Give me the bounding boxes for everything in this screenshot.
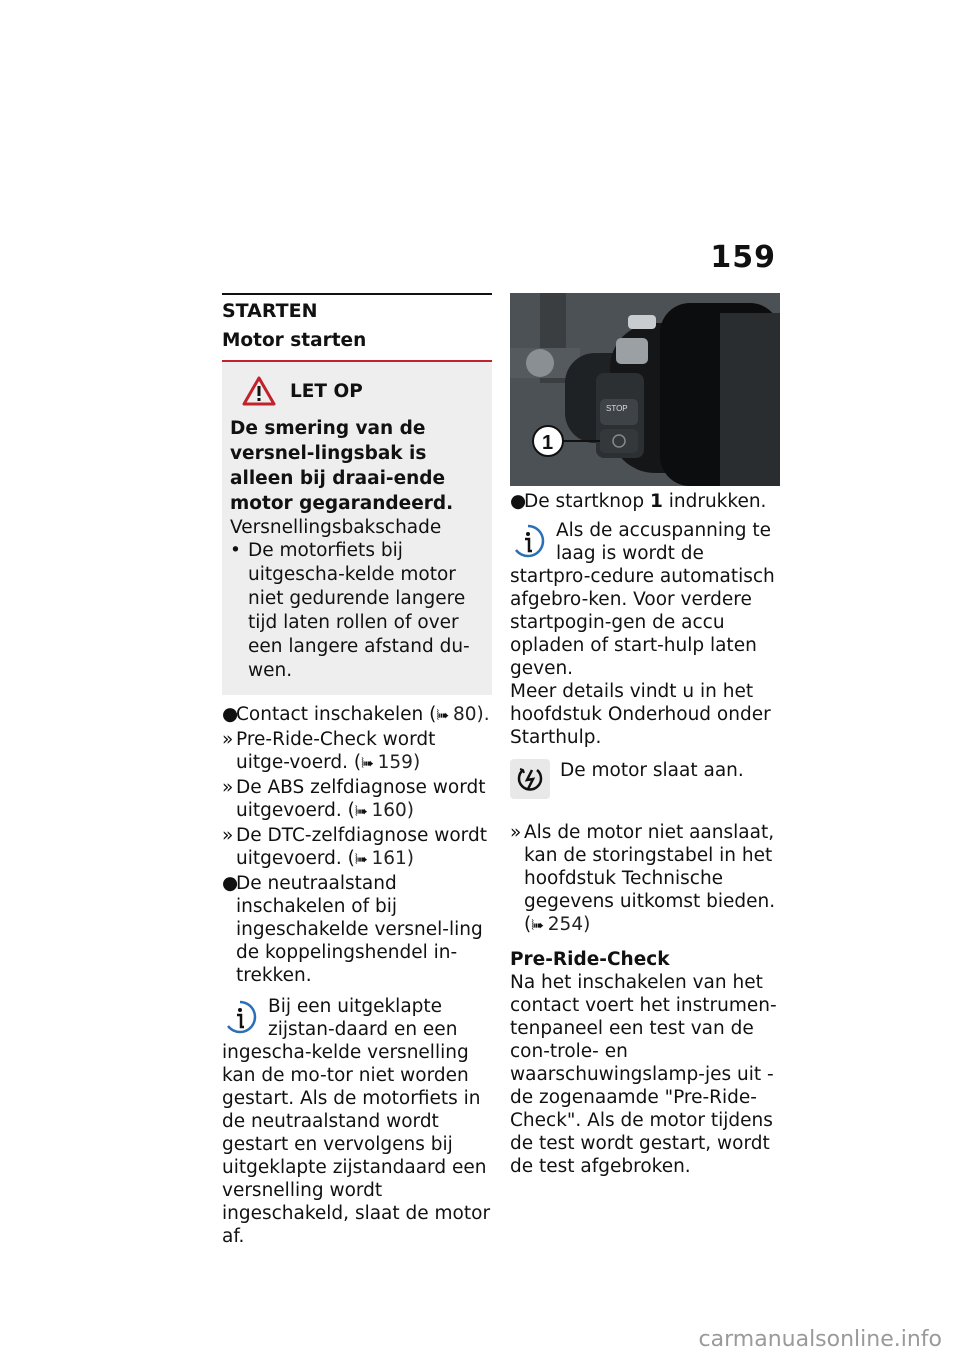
- handlebar-illustration: [510, 293, 780, 486]
- engine-runs-text: De motor slaat aan.: [560, 760, 744, 781]
- page-ref-arrow-icon: ⦚➠: [361, 756, 372, 772]
- page-ref-arrow-icon: ⦚➠: [354, 852, 366, 868]
- info-more-text: Meer details vindt u in het hoofdstuk Onderhoud onder Starthulp.: [510, 681, 771, 748]
- watermark: carmanualsonline.info: [698, 1327, 942, 1352]
- step-text: Pre-Ride-Check wordt uitge-voerd. (: [236, 729, 436, 773]
- list-item: [222, 728, 492, 776]
- page-ref-arrow-icon: ⦚➠: [531, 918, 542, 934]
- page-ref-arrow-icon: ⦚➠: [354, 804, 366, 820]
- step-text: Contact inschakelen (: [236, 704, 437, 725]
- step-text-end: indrukken.: [662, 491, 767, 512]
- warning-label: LET OP: [290, 380, 363, 402]
- page-ref[interactable]: 160): [371, 800, 414, 821]
- info-icon: [510, 523, 546, 559]
- warning-icon: [242, 376, 276, 406]
- step-marker: »: [222, 825, 234, 846]
- info-text: Bij een uitgeklapte zijstan-daard en een ingescha-kelde versnelling kan de mo-tor niet worden gestart. Als de motorfiets in de neutraalstand wordt gestart en vervolgens bij uitgeklapte zijstandaard een versnelling wordt ingeschakeld, slaat de motor af.: [222, 996, 491, 1247]
- left-column: [222, 293, 492, 1248]
- page-ref[interactable]: 254): [547, 914, 591, 935]
- step-text: De neutraalstand inschakelen of bij ingeschakelde versnel-ling de koppelingshendel in-trekken.: [236, 873, 483, 986]
- step-text: De DTC-zelfdiagnose wordt uitgevoerd. (: [236, 825, 487, 869]
- engine-start-icon: [515, 764, 545, 794]
- steps-list: [222, 703, 492, 987]
- engine-start-icon-box: [510, 759, 550, 799]
- info-note: [510, 519, 780, 680]
- photo-callout-1: 1: [542, 432, 554, 454]
- page-ref-arrow-icon: ⦚➠: [436, 708, 448, 724]
- step-marker: »: [222, 777, 234, 798]
- section-title: STARTEN: [222, 293, 492, 323]
- page-ref[interactable]: 161): [371, 848, 414, 869]
- pre-ride-check-text: Na het inschakelen van het contact voert het instrumen-tenpaneel een test van de con-trole- en waarschuwingslamp-jes uit - de zogenaamde "Pre-Ride-Check". Als de motor tijdens de test wordt gestart, wordt de test afgebroken.: [510, 972, 777, 1177]
- list-item: [222, 776, 492, 824]
- fail-text: Als de motor niet aanslaat, kan de storingstabel in het hoofdstuk Technische gegevens uitkomst bieden. (: [524, 822, 776, 935]
- info-icon: [222, 999, 258, 1035]
- warning-bullet: [230, 539, 484, 683]
- step-callout-number: 1: [649, 491, 663, 512]
- page-ref[interactable]: 80).: [452, 704, 490, 725]
- list-item: [510, 821, 780, 938]
- bullet-marker: ●: [510, 491, 527, 512]
- info-text: Als de accuspanning te laag is wordt de startpro-cedure automatisch afgebro-ken. Voor verdere startpogin-gen de accu opladen of start-hulp laten geven.: [510, 520, 775, 679]
- page-ref[interactable]: 159): [377, 752, 421, 773]
- list-item: [510, 490, 780, 513]
- warning-header: [242, 376, 484, 406]
- list-item: [222, 872, 492, 987]
- warning-box: [222, 362, 492, 695]
- stop-label: STOP: [606, 404, 628, 413]
- step-marker: ●: [222, 873, 239, 894]
- page-number: 159: [710, 240, 776, 275]
- sub-title: Motor starten: [222, 329, 492, 362]
- result-note: [510, 759, 780, 803]
- list-item: [222, 824, 492, 872]
- step-text: De startknop: [524, 491, 650, 512]
- step-text: De ABS zelfdiagnose wordt uitgevoerd. (: [236, 777, 486, 821]
- warning-damage: Versnellingsbakschade: [230, 517, 442, 538]
- step-marker: ●: [222, 704, 239, 725]
- list-item: [222, 703, 492, 728]
- result-marker: »: [510, 822, 522, 843]
- step-marker: »: [222, 729, 234, 750]
- warning-text: De smering van de versnel-lingsbak is alleen bij draai-ende motor gegarandeerd.: [230, 418, 454, 514]
- info-note: [222, 995, 492, 1248]
- bullet-marker: •: [230, 540, 241, 561]
- handlebar-switch-photo: [510, 293, 780, 486]
- right-column: [510, 293, 780, 1178]
- pre-ride-check-title: Pre-Ride-Check: [510, 949, 670, 970]
- warning-bullet-text: De motorfiets bij uitgescha-kelde motor niet gedurende langere tijd laten rollen of over een langere afstand du-wen.: [248, 540, 470, 681]
